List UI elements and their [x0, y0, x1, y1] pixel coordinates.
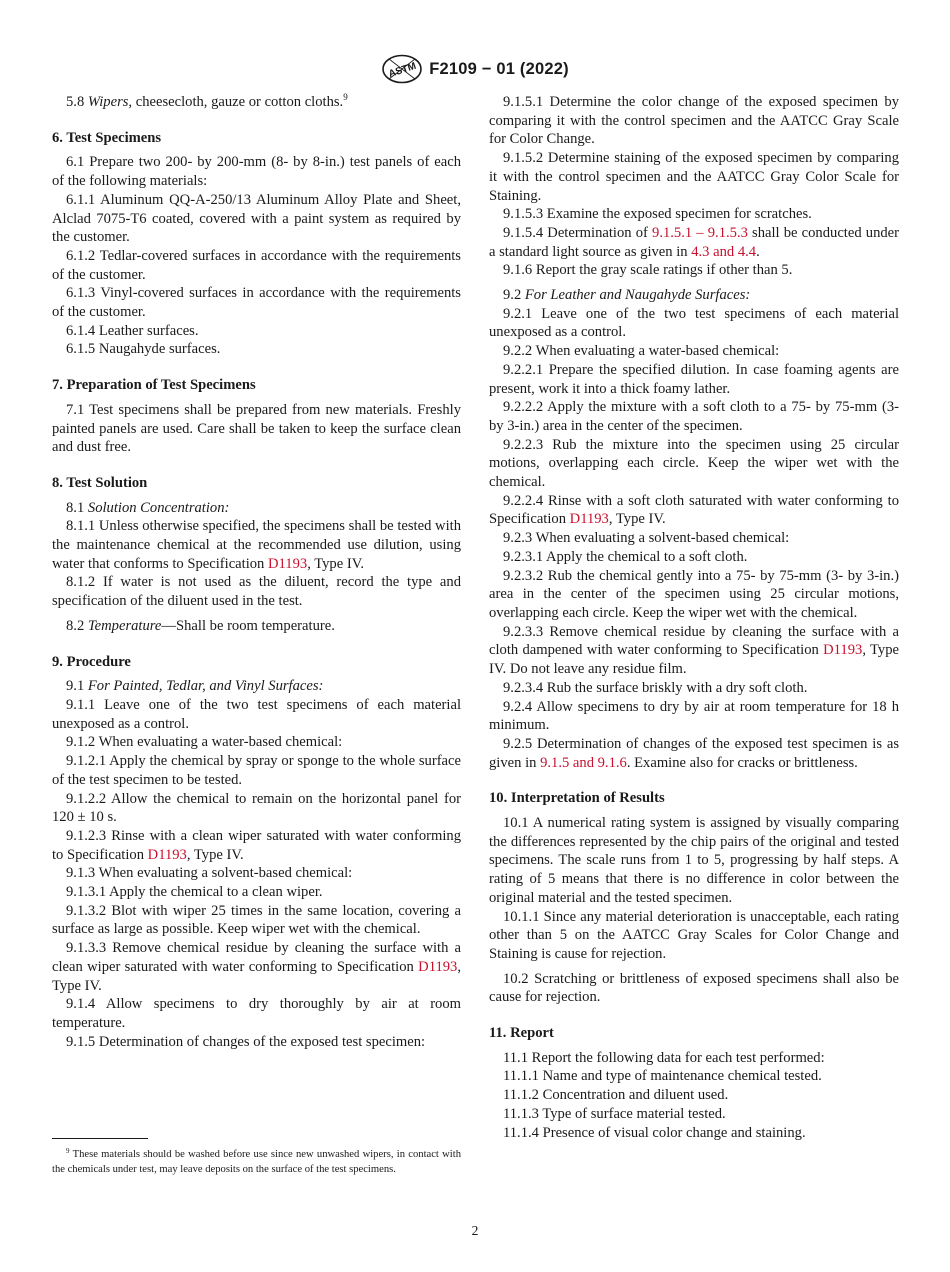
section-9-2-2-4: 9.2.2.4 Rinse with a soft cloth saturated with water conforming to Specification D1193, Type IV.: [489, 492, 899, 528]
section-10-1: 10.1 A numerical rating system is assigned by visually comparing the differences represented by the chip pairs of the original and tested specimens. The scale runs from 1 to 5, progressing by half steps. A rating of 5 means that there is no difference in color between the original material and the tested specimen.: [489, 815, 899, 906]
section-8-1-1: 8.1.1 Unless otherwise specified, the specimens shall be tested with the maintenance chemical at the recommended use dilution, using water that conforms to Specification D1193, Type IV.: [52, 518, 461, 572]
page-header: [0, 54, 950, 84]
section-6-1-3: 6.1.3 Vinyl-covered surfaces in accordance with the requirements of the customer.: [52, 285, 461, 321]
page-number: 2: [471, 1223, 479, 1238]
section-9-1-5-4: 9.1.5.4 Determination of 9.1.5.1 – 9.1.5.3 shall be conducted under a standard light source as given in 4.3 and 4.4.: [489, 224, 900, 260]
section-7-1: 7.1 Test specimens shall be prepared from new materials. Freshly painted panels are used. Care shall be taken to keep the surface clean and dust free.: [52, 401, 461, 456]
heading-interpretation: 10. Interpretation of Results: [489, 790, 665, 807]
section-9-1-3-2: 9.1.3.2 Blot with wiper 25 times in the same location, covering a surface as large as possible. Keep wiper wet with the chemical.: [52, 902, 461, 938]
link-d1193[interactable]: D1193: [147, 846, 187, 863]
footnote-divider: [52, 1138, 148, 1139]
left-column: [52, 93, 461, 1051]
section-8-1: 8.1 Solution Concentration:: [66, 499, 230, 516]
section-11-1-2: 11.1.2 Concentration and diluent used.: [503, 1087, 729, 1104]
heading-report: 11. Report: [489, 1025, 554, 1042]
section-9-2-2-1: 9.2.2.1 Prepare the specified dilution. In case foaming agents are present, work it into a thick foamy lather.: [489, 361, 899, 397]
section-9-2-3-4: 9.2.3.4 Rub the surface briskly with a dry soft cloth.: [503, 679, 808, 696]
section-11-1: 11.1 Report the following data for each test performed:: [503, 1049, 825, 1066]
svg-text:ASTM: ASTM: [387, 60, 418, 81]
section-6-1-4: 6.1.4 Leather surfaces.: [66, 322, 199, 339]
right-column: [489, 93, 899, 1142]
section-10-2: 10.2 Scratching or brittleness of exposed specimens shall also be cause for rejection.: [489, 970, 899, 1006]
section-8-1-2: 8.1.2 If water is not used as the diluent, record the type and specification of the diluent used in the test.: [52, 574, 461, 610]
section-9-1-1: 9.1.1 Leave one of the two test specimens of each material unexposed as a control.: [52, 696, 461, 732]
section-9-2-4: 9.2.4 Allow specimens to dry by air at room temperature for 18 h minimum.: [489, 698, 899, 734]
section-9-1-4: 9.1.4 Allow specimens to dry thoroughly by air at room temperature.: [52, 996, 461, 1031]
section-10-1-1: 10.1.1 Since any material deterioration is unacceptable, each rating other than 5 on the AATCC Gray Scales for Color Change and Staining is cause for rejection.: [489, 908, 899, 962]
section-9-1-3-1: 9.1.3.1 Apply the chemical to a clean wiper.: [66, 884, 323, 901]
section-6-1-1: 6.1.1 Aluminum QQ-A-250/13 Aluminum Alloy Plate and Sheet, Alclad 7075-T6 coated, covered with a paint system as required by the customer.: [52, 191, 461, 246]
footnote-text: These materials should be washed before use since new unwashed wipers, in contact with the chemicals under test, may leave deposits on the surface of the test specimens.: [52, 1149, 461, 1175]
heading-procedure: 9. Procedure: [52, 653, 131, 670]
document-designation: F2109 − 01 (2022): [429, 59, 569, 78]
section-9-2-2-2: 9.2.2.2 Apply the mixture with a soft cloth to a 75- by 75-mm (3- by 3-in.) area in the center of the specimen.: [489, 399, 899, 434]
section-9-1-2: 9.1.2 When evaluating a water-based chemical:: [66, 734, 343, 751]
section-9-1: 9.1 For Painted, Tedlar, and Vinyl Surfaces:: [66, 678, 324, 695]
section-9-1-2-1: 9.1.2.1 Apply the chemical by spray or sponge to the whole surface of the test specimen to be tested.: [52, 753, 461, 788]
heading-test-specimens: 6. Test Specimens: [52, 129, 162, 146]
link-d1193[interactable]: D1193: [569, 511, 609, 528]
heading-test-solution: 8. Test Solution: [52, 474, 148, 491]
section-6-1: 6.1 Prepare two 200- by 200-mm (8- by 8-in.) test panels of each of the following materials:: [52, 154, 461, 190]
section-9-1-2-2: 9.1.2.2 Allow the chemical to remain on the horizontal panel for 120 ± 10 s.: [52, 790, 461, 826]
link-d1193[interactable]: D1193: [268, 555, 308, 572]
section-9-2-3-2: 9.2.3.2 Rub the chemical gently into a 75- by 75-mm (3- by 3-in.) area in the center of the specimen using 25 circular motions, overlapping each circle. Keep the wiper wet with the chemical.: [489, 567, 899, 621]
section-11-1-4: 11.1.4 Presence of visual color change and staining.: [503, 1124, 806, 1141]
section-9-1-6: 9.1.6 Report the gray scale ratings if other than 5.: [503, 262, 793, 279]
section-9-1-3: 9.1.3 When evaluating a solvent-based chemical:: [66, 865, 353, 882]
section-9-1-5-3: 9.1.5.3 Examine the exposed specimen for scratches.: [503, 206, 812, 223]
section-9-1-5-1: 9.1.5.1 Determine the color change of the exposed specimen by comparing it with the control specimen and the AATCC Gray Scale for Color Change.: [489, 94, 899, 148]
section-9-2-3: 9.2.3 When evaluating a solvent-based chemical:: [503, 530, 790, 547]
section-9-2-3-1: 9.2.3.1 Apply the chemical to a soft cloth.: [503, 548, 748, 565]
section-9-2-2-3: 9.2.2.3 Rub the mixture into the specimen using 25 circular motions, overlapping each circle. Keep the wiper wet with the chemical.: [489, 436, 899, 491]
section-9-1-5: 9.1.5 Determination of changes of the exposed test specimen:: [66, 1033, 426, 1050]
section-9-1-5-2: 9.1.5.2 Determine staining of the exposed specimen by comparing it with the control specimen and the AATCC Gray Color Scale for Staining.: [489, 150, 899, 204]
section-9-2-1: 9.2.1 Leave one of the two test specimens of each material unexposed as a control.: [489, 305, 899, 341]
link-9-1-5-and-9-1-6[interactable]: 9.1.5 and 9.1.6: [540, 754, 627, 771]
section-9-2: 9.2 For Leather and Naugahyde Surfaces:: [503, 287, 751, 304]
footnote-ref-9[interactable]: 9: [343, 92, 348, 102]
section-6-1-2: 6.1.2 Tedlar-covered surfaces in accordance with the requirements of the customer.: [52, 247, 461, 283]
link-4-3-and-4-4[interactable]: 4.3 and 4.4: [691, 243, 757, 260]
section-8-2: 8.2 Temperature—Shall be room temperature.: [66, 617, 335, 634]
section-9-2-5: 9.2.5 Determination of changes of the exposed test specimen is as given in 9.1.5 and 9.1.6. Examine also for cracks or brittleness.: [489, 735, 899, 771]
section-9-1-3-3: 9.1.3.3 Remove chemical residue by cleaning the surface with a clean wiper saturated with water conforming to Specification D1193, Type IV.: [52, 940, 461, 994]
section-11-1-1: 11.1.1 Name and type of maintenance chemical tested.: [503, 1068, 822, 1085]
section-5-8: 5.8 Wipers, cheesecloth, gauze or cotton cloths.$^9$: [66, 92, 348, 110]
section-6-1-5: 6.1.5 Naugahyde surfaces.: [66, 341, 221, 358]
astm-logo-icon: [381, 54, 423, 84]
section-11-1-3: 11.1.3 Type of surface material tested.: [503, 1105, 726, 1122]
section-9-2-3-3: 9.2.3.3 Remove chemical residue by cleaning the surface with a cloth dampened with water conforming to Specification D1193, Type IV. Do not leave any residue film.: [489, 623, 899, 678]
link-d1193[interactable]: D1193: [418, 958, 458, 975]
footnote-9: [52, 1148, 461, 1177]
link-9-1-5-1-to-9-1-5-3[interactable]: 9.1.5.1 – 9.1.5.3: [652, 224, 748, 241]
footnote-marker: 9: [66, 1147, 70, 1155]
heading-preparation: 7. Preparation of Test Specimens: [52, 377, 256, 394]
section-9-2-2: 9.2.2 When evaluating a water-based chemical:: [503, 343, 780, 360]
section-9-1-2-3: 9.1.2.3 Rinse with a clean wiper saturated with water conforming to Specification D1193, Type IV.: [52, 827, 461, 863]
link-d1193[interactable]: D1193: [823, 642, 863, 659]
